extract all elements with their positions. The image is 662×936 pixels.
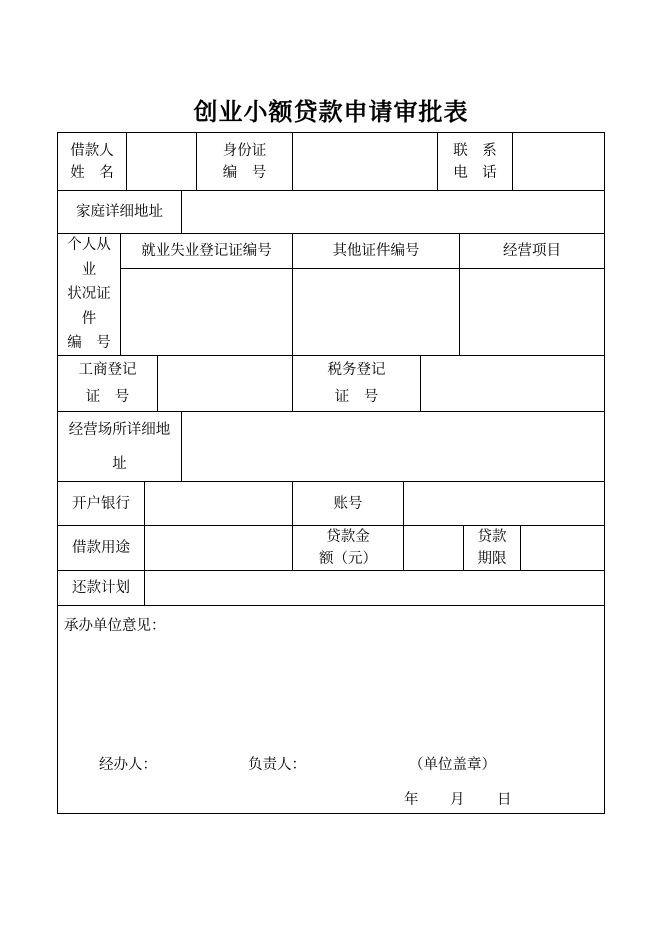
home-address-label: 家庭详细地址 xyxy=(76,204,163,220)
loan-purpose-field[interactable] xyxy=(145,526,292,570)
phone-field[interactable] xyxy=(513,133,604,190)
borrower-name-label: 借款人 姓 名 xyxy=(70,142,114,181)
loan-term-field[interactable] xyxy=(521,526,604,570)
date-year: 年 xyxy=(404,792,419,808)
repayment-plan-field[interactable] xyxy=(145,571,604,605)
account-field[interactable] xyxy=(404,482,604,525)
id-card-field[interactable] xyxy=(293,133,437,190)
account-label: 账号 xyxy=(333,495,363,512)
loan-amount-label: 贷款金 额（元） xyxy=(319,529,377,567)
handler-label: 经办人： xyxy=(99,757,157,773)
date-month: 月 xyxy=(450,792,465,808)
opinion-label: 承办单位意见： xyxy=(64,618,166,634)
business-reg-no-field[interactable] xyxy=(158,356,292,411)
seal-label: （单位盖章） xyxy=(409,757,496,773)
premises-address-field[interactable] xyxy=(182,412,604,481)
row-divider xyxy=(57,605,605,606)
employment-reg-no-field[interactable] xyxy=(121,269,292,355)
business-item-field[interactable] xyxy=(460,269,604,355)
home-address-field[interactable] xyxy=(182,191,604,233)
form-title: 创业小额贷款申请审批表 xyxy=(193,98,469,126)
other-cert-no-header: 其他证件编号 xyxy=(332,243,420,259)
business-reg-no-label: 工商登记 证 号 xyxy=(78,361,137,405)
other-cert-no-field[interactable] xyxy=(293,269,459,355)
borrower-name-field[interactable] xyxy=(127,133,196,190)
loan-purpose-label: 借款用途 xyxy=(72,540,130,556)
tax-reg-no-label: 税务登记 证 号 xyxy=(327,361,386,405)
responsible-label: 负责人： xyxy=(248,757,306,773)
bank-label: 开户银行 xyxy=(72,495,130,512)
loan-amount-field[interactable] xyxy=(404,526,463,570)
id-card-label: 身份证 编 号 xyxy=(222,142,267,181)
table-border-right xyxy=(604,132,605,814)
repayment-plan-label: 还款计划 xyxy=(72,580,130,596)
loan-term-label: 贷款 期限 xyxy=(477,529,507,567)
tax-reg-no-field[interactable] xyxy=(421,356,604,411)
personal-status-label: 个人从 业 状况证 件 编 号 xyxy=(67,237,111,352)
bank-field[interactable] xyxy=(145,482,292,525)
date-day: 日 xyxy=(497,792,512,808)
employment-reg-no-header: 就业失业登记证编号 xyxy=(141,243,272,259)
phone-label: 联 系 电 话 xyxy=(453,142,497,181)
table-border-bottom xyxy=(57,813,605,814)
business-item-header: 经营项目 xyxy=(503,243,561,259)
premises-address-label: 经营场所详细地 址 xyxy=(68,421,171,472)
